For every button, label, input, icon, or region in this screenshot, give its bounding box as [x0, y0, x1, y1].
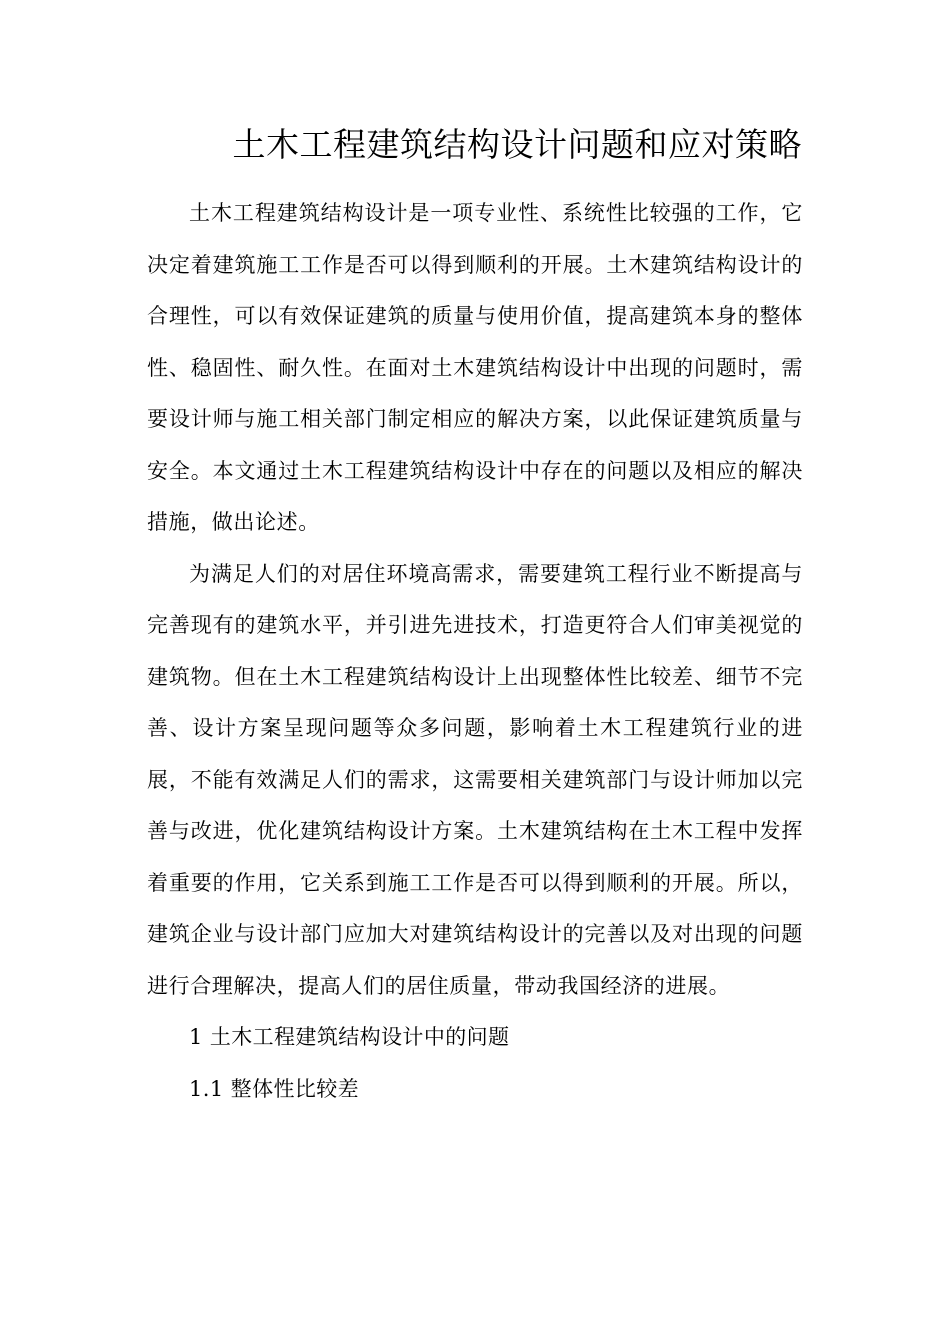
body-paragraph-2: 为满足人们的对居住环境高需求，需要建筑工程行业不断提高与完善现有的建筑水平，并引进先进技术，打造更符合人们审美视觉的建筑物。但在土木工程建筑结构设计上出现整体性比较差、细节不完善、设计方案呈现问题等众多问题，影响着土木工程建筑行业的进展，不能有效满足人们的需求，这需要相关建筑部门与设计师加以完善与改进，优化建筑结构设计方案。土木建筑结构在土木工程中发挥着重要的作用，它关系到施工工作是否可以得到顺利的开展。所以，建筑企业与设计部门应加大对建筑结构设计的完善以及对出现的问题进行合理解决，提高人们的居住质量，带动我国经济的进展。 [147, 561, 803, 998]
document-body [147, 188, 803, 1115]
document-title: 土木工程建筑结构设计问题和应对策略 [232, 125, 802, 164]
body-paragraph-1: 土木工程建筑结构设计是一项专业性、系统性比较强的工作，它决定着建筑施工工作是否可以得到顺利的开展。土木建筑结构设计的合理性，可以有效保证建筑的质量与使用价值，提高建筑本身的整体性、稳固性、耐久性。在面对土木建筑结构设计中出现的问题时，需要设计师与施工相关部门制定相应的解决方案，以此保证建筑质量与安全。本文通过土木工程建筑结构设计中存在的问题以及相应的解决措施，做出论述。 [147, 201, 803, 534]
section-heading: 1 土木工程建筑结构设计中的问题 [189, 1025, 510, 1049]
subsection-heading: 1.1 整体性比较差 [189, 1076, 360, 1101]
